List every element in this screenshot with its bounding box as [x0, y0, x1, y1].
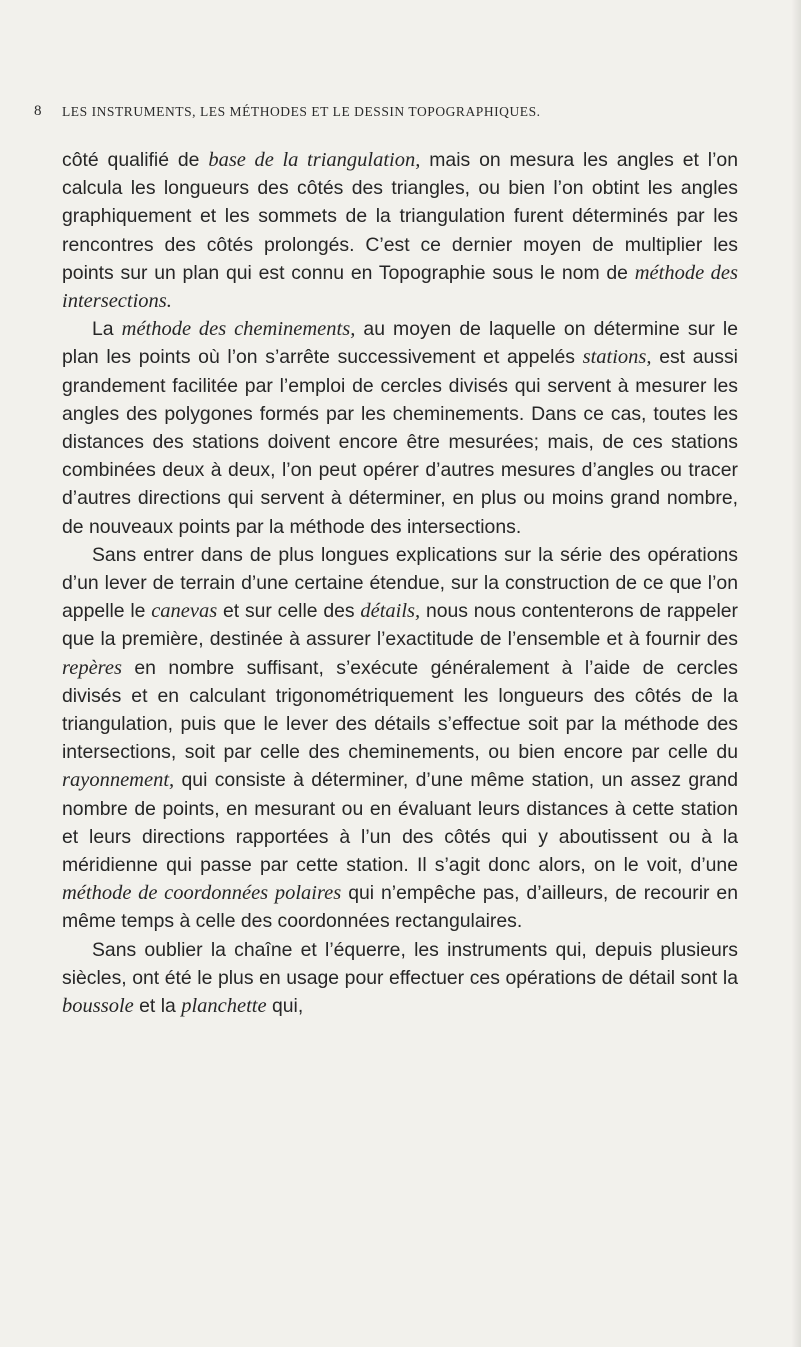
text-run: au moyen de laquelle on détermine sur le plan les points où l’on s’arrête successivement et appelés — [62, 318, 738, 369]
text-run: Sans entrer dans de plus longues explications sur la série des opérations d’un lever de terrain d’une certaine étendue, sur la construction de ce que l’on appelle le — [62, 543, 738, 623]
text-run: Sans oublier la chaîne et l’équerre, les instruments qui, depuis plusieurs siècles, ont été le plus en usage pour effectuer ces opérations de détail sont la — [62, 938, 738, 989]
page-number: 8 — [34, 103, 42, 119]
text-run: La — [92, 318, 122, 341]
italic-term: stations, — [582, 346, 652, 369]
paragraph — [62, 541, 738, 936]
italic-term: canevas — [151, 600, 218, 623]
paragraph — [62, 146, 738, 315]
page-edge-shadow — [791, 0, 801, 1347]
italic-term: détails, — [360, 600, 421, 623]
italic-term: méthode des intersections. — [62, 261, 738, 313]
italic-term: boussole — [62, 995, 134, 1018]
text-run: et sur celle des — [217, 600, 361, 623]
text-run: est aussi grandement facilitée par l’emploi de cercles divisés qui servent à mesurer les angles des polygones formés par les cheminements. Dans ce cas, toutes les distances des stations doivent encore être mesurées; mais, de ces stations combinées deux à deux, l’on peut opérer d’autres mesures d’angles ou tracer d’autres directions qui servent à déterminer, en plus ou moins grand nombre, de nouveaux points par la méthode des intersections. — [62, 346, 738, 538]
italic-term: planchette — [181, 995, 267, 1018]
page-header — [34, 100, 770, 128]
text-run: nous nous contenterons de rappeler que la première, destinée à assurer l’exactitude de l’ensemble et à fournir des — [62, 600, 738, 651]
italic-term: repères — [62, 656, 122, 679]
paragraph — [62, 936, 738, 1021]
text-run: et la — [133, 995, 182, 1018]
text-run: qui n’empêche pas, d’ailleurs, de recourir en même temps à celle des coordonnées rectangulaires. — [62, 882, 738, 933]
italic-term: méthode de coordonnées polaires — [62, 882, 342, 905]
italic-term: rayonnement, — [62, 769, 175, 792]
paragraph — [62, 315, 738, 541]
text-run: côté qualifié de — [62, 149, 209, 171]
text-run: en nombre suffisant, s’exécute généralement à l’aide de cercles divisés et en calculant trigonométriquement les longueurs des côtés de la triangulation, puis que le lever des détails s’effectue soit par la méthode des intersections, soit par celle des cheminements, ou bien encore par celle du — [62, 656, 738, 764]
italic-term: base de la triangulation, — [208, 149, 421, 171]
text-run: qui consiste à déterminer, d’une même station, un assez grand nombre de points, en mesurant ou en évaluant leurs distances à cette station et leurs directions rapportées à l’un des côtés qui y aboutissent ou à la méridienne qui passe par cette station. Il s’agit donc alors, on le voit, d’une — [62, 769, 738, 877]
running-title: LES INSTRUMENTS, LES MÉTHODES ET LE DESSIN TOPOGRAPHIQUES. — [62, 104, 541, 119]
body-text — [62, 146, 738, 1020]
text-run: qui, — [266, 995, 304, 1018]
text-run: mais on mesura les angles et l’on calcula les longueurs des côtés des triangles, ou bien l’on obtint les angles graphiquement et les sommets de la triangulation furent déterminés par les rencontres des côtés prolongés. C’est ce dernier moyen de multiplier les points sur un plan qui est connu en Topographie sous le nom de — [62, 149, 738, 284]
italic-term: méthode des cheminements, — [121, 318, 356, 341]
